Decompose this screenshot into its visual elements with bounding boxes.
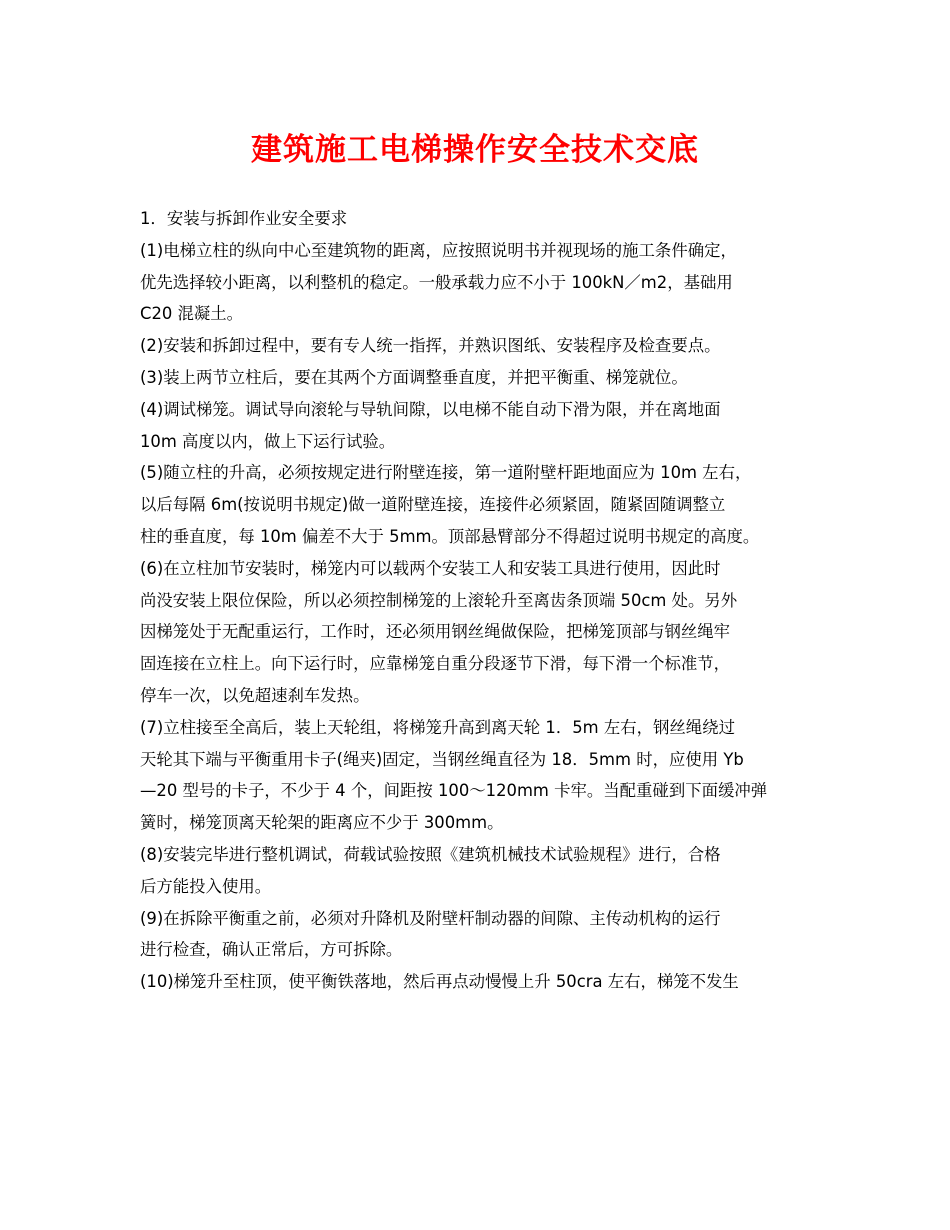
paragraph-line: —20 型号的卡子，不少于 4 个，间距按 100～120mm 卡牢。当配重碰到下面缓冲弹 — [140, 781, 768, 801]
paragraph-line: (9)在拆除平衡重之前，必须对升降机及附壁杆制动器的间隙、主传动机构的运行 — [140, 908, 721, 928]
document-title: 建筑施工电梯操作安全技术交底 — [251, 132, 699, 168]
paragraph-line: 天轮其下端与平衡重用卡子(绳夹)固定，当钢丝绳直径为 18．5mm 时，应使用 Yb — [140, 749, 744, 769]
paragraph-line: (2)安装和拆卸过程中，要有专人统一指挥，并熟识图纸、安装程序及检查要点。 — [140, 336, 721, 356]
paragraph-line: 停车一次，以免超速刹车发热。 — [140, 685, 370, 705]
paragraph-line: 尚没安装上限位保险，所以必须控制梯笼的上滚轮升至离齿条顶端 50cm 处。另外 — [140, 590, 738, 610]
paragraph-line: C20 混凝土。 — [140, 304, 244, 324]
document-body — [140, 203, 815, 998]
paragraph-line: (10)梯笼升至柱顶，使平衡铁落地，然后再点动慢慢上升 50cra 左右，梯笼不发生 — [140, 972, 739, 992]
paragraph-line: 10m 高度以内，做上下运行试验。 — [140, 431, 396, 451]
paragraph-line: (4)调试梯笼。调试导向滚轮与导轨间隙，以电梯不能自动下滑为限，并在离地面 — [140, 399, 721, 419]
paragraph-line: 柱的垂直度，每 10m 偏差不大于 5mm。顶部悬臂部分不得超过说明书规定的高度。 — [140, 526, 760, 546]
paragraph-line: (3)装上两节立柱后，要在其两个方面调整垂直度，并把平衡重、梯笼就位。 — [140, 367, 688, 387]
paragraph-line: (5)随立柱的升高，必须按规定进行附壁连接，第一道附壁杆距地面应为 10m 左右， — [140, 463, 752, 483]
section-heading: 1．安装与拆卸作业安全要求 — [140, 209, 348, 228]
paragraph-line: 因梯笼处于无配重运行，工作时，还必须用钢丝绳做保险，把梯笼顶部与钢丝绳牢 — [140, 622, 731, 642]
paragraph-line: (8)安装完毕进行整机调试，荷载试验按照《建筑机械技术试验规程》进行，合格 — [140, 844, 721, 864]
paragraph-line: (7)立柱接至全高后，装上天轮组，将梯笼升高到离天轮 1．5m 左右，钢丝绳绕过 — [140, 717, 735, 737]
paragraph-line: 簧时，梯笼顶离天轮架的距离应不少于 300mm。 — [140, 813, 504, 833]
paragraph-line: 优先选择较小距离，以利整机的稳定。一般承载力应不小于 100kN／m2，基础用 — [140, 272, 733, 292]
paragraph-line: (6)在立柱加节安装时，梯笼内可以载两个安装工人和安装工具进行使用，因此时 — [140, 558, 721, 578]
paragraph-line: 以后每隔 6m(按说明书规定)做一道附壁连接，连接件必须紧固，随紧固随调整立 — [140, 495, 726, 515]
paragraph-line: 后方能投入使用。 — [140, 876, 272, 896]
paragraph-line: (1)电梯立柱的纵向中心至建筑物的距离，应按照说明书并视现场的施工条件确定， — [140, 240, 737, 260]
paragraph-line: 固连接在立柱上。向下运行时，应靠梯笼自重分段逐节下滑，每下滑一个标准节， — [140, 654, 731, 674]
paragraph-line: 进行检查，确认正常后，方可拆除。 — [140, 940, 403, 960]
